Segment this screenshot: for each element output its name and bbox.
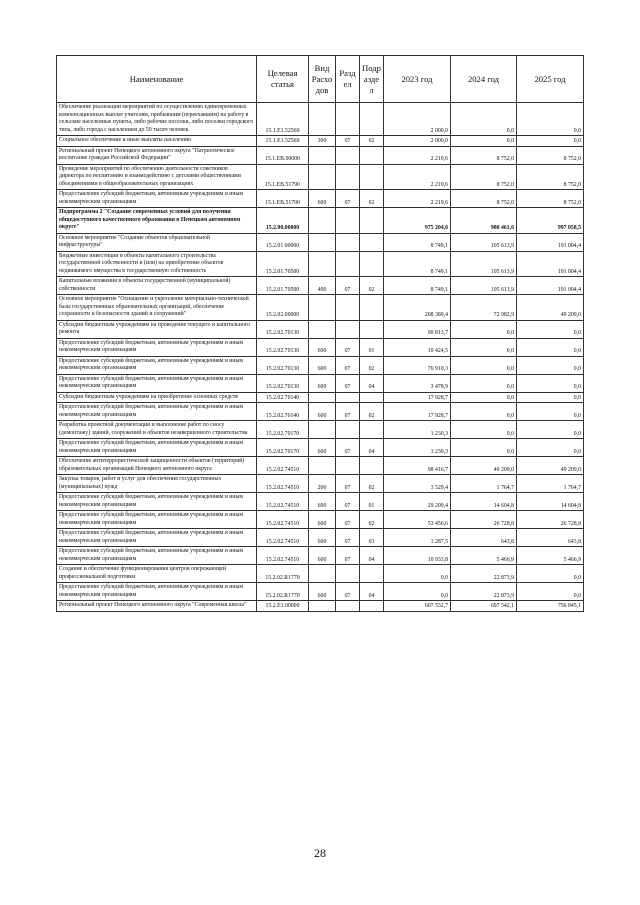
row-2024-value-cell: 105 613,9 [451, 277, 517, 295]
row-section-cell [336, 601, 360, 612]
row-subsection-cell: 02 [360, 190, 384, 208]
row-section-cell: 07 [336, 439, 360, 457]
table-row [57, 457, 584, 475]
row-target-article-cell: 15.2.02.70130 [257, 338, 309, 356]
row-2023-value-cell: 53 456,6 [384, 511, 451, 529]
row-section-cell: 07 [336, 403, 360, 421]
row-2025-value-cell: 8 752,0 [517, 146, 584, 164]
table-row [57, 392, 584, 403]
row-2025-value-cell: 26 728,8 [517, 511, 584, 529]
row-expense-type-cell: 600 [309, 190, 336, 208]
row-subsection-cell: 04 [360, 583, 384, 601]
row-2023-value-cell: 607 532,7 [384, 601, 451, 612]
row-2024-value-cell: 0,0 [451, 392, 517, 403]
row-2024-value-cell: 0,0 [451, 439, 517, 457]
row-2025-value-cell: 0,0 [517, 421, 584, 439]
table-row [57, 190, 584, 208]
row-name-cell: Обеспечение реализации мероприятий по осуществлению единовременных компенсационных выплат учителям, прибывшим (переехавшим) на работу в сельские населенные пункты, либо рабочие поселки, либо поселки городского типа, либо города с населением до 50 тысяч человек [57, 103, 257, 136]
row-expense-type-cell [309, 295, 336, 321]
row-section-cell [336, 103, 360, 136]
row-expense-type-cell: 600 [309, 583, 336, 601]
row-name-cell: Капитальные вложения в объекты государственной (муниципальной) собственности [57, 277, 257, 295]
row-2023-value-cell: 8 749,1 [384, 251, 451, 277]
row-expense-type-cell [309, 392, 336, 403]
row-2025-value-cell: 0,0 [517, 136, 584, 147]
row-2024-value-cell: 0,0 [451, 374, 517, 392]
table-row [57, 439, 584, 457]
row-section-cell: 07 [336, 529, 360, 547]
row-section-cell [336, 457, 360, 475]
table-row [57, 565, 584, 583]
row-2023-value-cell: 17 928,7 [384, 392, 451, 403]
row-subsection-cell: 02 [360, 511, 384, 529]
row-section-cell [336, 164, 360, 190]
table-row [57, 529, 584, 547]
row-expense-type-cell: 600 [309, 338, 336, 356]
row-expense-type-cell: 200 [309, 475, 336, 493]
row-target-article-cell: 15.2.02.70130 [257, 374, 309, 392]
header-name: Наименование [57, 56, 257, 103]
row-expense-type-cell [309, 164, 336, 190]
row-target-article-cell: 15.2.00.00000 [257, 208, 309, 234]
row-2023-value-cell: 1 230,3 [384, 421, 451, 439]
row-2024-value-cell: 0,0 [451, 403, 517, 421]
row-expense-type-cell [309, 457, 336, 475]
row-section-cell: 07 [336, 547, 360, 565]
row-name-cell: Субсидии бюджетным учреждениям на проведение текущего и капитального ремонта [57, 320, 257, 338]
row-2025-value-cell: 0,0 [517, 403, 584, 421]
table-row [57, 511, 584, 529]
row-name-cell: Предоставление субсидий бюджетным, автономным учреждениям и иным некоммерческим организациям [57, 493, 257, 511]
row-target-article-cell: 15.1.E1.52560 [257, 103, 309, 136]
row-2024-value-cell: 14 604,8 [451, 493, 517, 511]
row-expense-type-cell: 600 [309, 511, 336, 529]
row-2024-value-cell: 8 752,0 [451, 146, 517, 164]
row-subsection-cell [360, 103, 384, 136]
row-2023-value-cell: 2 000,0 [384, 103, 451, 136]
row-target-article-cell: 15.2.E1.00000 [257, 601, 309, 612]
row-expense-type-cell: 600 [309, 439, 336, 457]
row-expense-type-cell: 600 [309, 356, 336, 374]
row-2025-value-cell: 49 209,0 [517, 295, 584, 321]
table-body [57, 103, 584, 612]
row-2025-value-cell: 0,0 [517, 320, 584, 338]
header-expense-type: Вид Расхо дов [309, 56, 336, 103]
table-row [57, 208, 584, 234]
row-target-article-cell: 15.2.02.70130 [257, 356, 309, 374]
row-subsection-cell [360, 208, 384, 234]
row-2023-value-cell: 10 424,5 [384, 338, 451, 356]
row-2024-value-cell: 643,8 [451, 529, 517, 547]
row-2024-value-cell: 0,0 [451, 320, 517, 338]
table-row [57, 601, 584, 612]
row-2024-value-cell: 0,0 [451, 103, 517, 136]
row-target-article-cell: 15.2.02.70170 [257, 421, 309, 439]
row-name-cell: Предоставление субсидий бюджетным, автономным учреждениям и иным некоммерческим организациям [57, 439, 257, 457]
row-expense-type-cell: 600 [309, 493, 336, 511]
row-2023-value-cell: 208 389,4 [384, 295, 451, 321]
row-name-cell: Предоставление субсидий бюджетным, автономным учреждениям и иным некоммерческим организациям [57, 190, 257, 208]
row-2024-value-cell: 22 873,9 [451, 565, 517, 583]
row-2024-value-cell: 105 613,9 [451, 233, 517, 251]
row-name-cell: Субсидии бюджетным учреждениям на приобретение основных средств [57, 392, 257, 403]
row-target-article-cell: 15.2.02.74510 [257, 475, 309, 493]
row-subsection-cell [360, 457, 384, 475]
row-target-article-cell: 15.2.02.74510 [257, 547, 309, 565]
row-target-article-cell: 15.2.02.74510 [257, 457, 309, 475]
row-target-article-cell: 15.2.02.00000 [257, 295, 309, 321]
row-2025-value-cell: 643,8 [517, 529, 584, 547]
row-2024-value-cell: 0,0 [451, 356, 517, 374]
row-2023-value-cell: 2 219,6 [384, 190, 451, 208]
row-name-cell: Предоставление субсидий бюджетным, автономным учреждениям и иным некоммерческим организациям [57, 374, 257, 392]
row-2025-value-cell: 997 058,5 [517, 208, 584, 234]
row-subsection-cell: 04 [360, 547, 384, 565]
row-2023-value-cell: 2 000,0 [384, 136, 451, 147]
row-2023-value-cell: 3 529,4 [384, 475, 451, 493]
row-2024-value-cell: 22 873,9 [451, 583, 517, 601]
row-expense-type-cell [309, 103, 336, 136]
row-2023-value-cell: 98 416,7 [384, 457, 451, 475]
row-2024-value-cell: 26 728,8 [451, 511, 517, 529]
table-row [57, 356, 584, 374]
row-section-cell: 07 [336, 583, 360, 601]
row-2024-value-cell: 0,0 [451, 338, 517, 356]
row-subsection-cell [360, 392, 384, 403]
row-2025-value-cell: 8 752,0 [517, 190, 584, 208]
table-row [57, 583, 584, 601]
row-section-cell [336, 392, 360, 403]
row-2024-value-cell: 8 752,0 [451, 164, 517, 190]
row-expense-type-cell [309, 320, 336, 338]
budget-table [56, 55, 584, 612]
row-expense-type-cell [309, 565, 336, 583]
row-2024-value-cell: 697 542,1 [451, 601, 517, 612]
table-row [57, 338, 584, 356]
row-target-article-cell: 15.1.EB.51790 [257, 164, 309, 190]
row-name-cell: Проведение мероприятий по обеспечению деятельности советников директора по воспитанию и взаимодействию с детскими общественными объединениями в общеобразовательных организациях [57, 164, 257, 190]
row-subsection-cell: 03 [360, 529, 384, 547]
row-name-cell: Предоставление субсидий бюджетным, автономным учреждениям и иным некоммерческим организациям [57, 356, 257, 374]
row-2025-value-cell: 14 604,8 [517, 493, 584, 511]
header-subsection: Подр азде л [360, 56, 384, 103]
row-2024-value-cell: 0,0 [451, 421, 517, 439]
row-section-cell [336, 421, 360, 439]
header-section: Разд ел [336, 56, 360, 103]
row-section-cell: 07 [336, 493, 360, 511]
row-section-cell [336, 233, 360, 251]
row-2025-value-cell: 1 764,7 [517, 475, 584, 493]
table-row [57, 251, 584, 277]
row-2023-value-cell: 29 209,4 [384, 493, 451, 511]
row-section-cell: 07 [336, 356, 360, 374]
row-name-cell: Создание и обеспечение функционирования центров опережающей профессиональной подготовки [57, 565, 257, 583]
table-row [57, 374, 584, 392]
row-target-article-cell: 15.2.02.74510 [257, 529, 309, 547]
row-2025-value-cell: 191 004,4 [517, 277, 584, 295]
table-header-row [57, 56, 584, 103]
header-target-article: Целевая статья [257, 56, 309, 103]
row-target-article-cell: 15.2.02.70130 [257, 320, 309, 338]
row-target-article-cell: 15.2.02.74510 [257, 511, 309, 529]
row-section-cell: 07 [336, 136, 360, 147]
table-row [57, 164, 584, 190]
row-expense-type-cell: 600 [309, 403, 336, 421]
row-name-cell: Предоставление субсидий бюджетным, автономным учреждениям и иным некоммерческим организациям [57, 529, 257, 547]
row-section-cell [336, 320, 360, 338]
row-2024-value-cell: 0,0 [451, 136, 517, 147]
row-target-article-cell: 15.1.E1.52560 [257, 136, 309, 147]
row-2023-value-cell: 3 478,9 [384, 374, 451, 392]
row-subsection-cell [360, 421, 384, 439]
row-target-article-cell: 15.2.01.00000 [257, 233, 309, 251]
row-subsection-cell [360, 565, 384, 583]
row-section-cell [336, 295, 360, 321]
row-name-cell: Предоставление субсидий бюджетным, автономным учреждениям и иным некоммерческим организациям [57, 547, 257, 565]
row-subsection-cell: 02 [360, 356, 384, 374]
row-2025-value-cell: 0,0 [517, 439, 584, 457]
row-2023-value-cell: 8 749,1 [384, 277, 451, 295]
row-2024-value-cell: 1 764,7 [451, 475, 517, 493]
row-2025-value-cell: 0,0 [517, 565, 584, 583]
row-2023-value-cell: 8 749,1 [384, 233, 451, 251]
row-target-article-cell: 15.2.02.R1770 [257, 565, 309, 583]
row-2025-value-cell: 0,0 [517, 356, 584, 374]
row-section-cell: 07 [336, 338, 360, 356]
row-section-cell [336, 208, 360, 234]
row-name-cell: Основное мероприятие "Оснащение и укрепление материально-технической базы государственных образовательных организаций, обеспечение сохранности и безопасности зданий и сооружений" [57, 295, 257, 321]
row-subsection-cell [360, 164, 384, 190]
table-row [57, 547, 584, 565]
row-2023-value-cell: 1 287,5 [384, 529, 451, 547]
row-2025-value-cell: 0,0 [517, 583, 584, 601]
row-target-article-cell: 15.2.02.70140 [257, 392, 309, 403]
row-name-cell: Социальное обеспечение и иные выплаты населению [57, 136, 257, 147]
row-2025-value-cell: 0,0 [517, 374, 584, 392]
row-name-cell: Подпрограмма 2 "Создание современных условий для получения общедоступного качественного образования в Ненецком автономном округе" [57, 208, 257, 234]
table-row [57, 475, 584, 493]
row-subsection-cell [360, 320, 384, 338]
table-row [57, 421, 584, 439]
row-subsection-cell: 02 [360, 277, 384, 295]
row-2024-value-cell: 105 613,9 [451, 251, 517, 277]
page-number: 28 [314, 846, 326, 860]
row-subsection-cell: 01 [360, 338, 384, 356]
row-expense-type-cell: 300 [309, 136, 336, 147]
row-section-cell: 07 [336, 190, 360, 208]
table-row [57, 295, 584, 321]
table-row [57, 136, 584, 147]
row-2025-value-cell: 49 209,0 [517, 457, 584, 475]
row-subsection-cell: 04 [360, 374, 384, 392]
row-2023-value-cell: 0,0 [384, 565, 451, 583]
row-target-article-cell: 15.2.02.R1770 [257, 583, 309, 601]
row-2023-value-cell: 90 813,7 [384, 320, 451, 338]
row-name-cell: Обеспечение антитеррористической защищенности объектов (территорий) образовательных организаций Ненецкого автономного округа [57, 457, 257, 475]
table-row [57, 320, 584, 338]
row-2023-value-cell: 975 204,6 [384, 208, 451, 234]
row-2024-value-cell: 72 082,9 [451, 295, 517, 321]
row-subsection-cell: 04 [360, 439, 384, 457]
row-name-cell: Предоставление субсидий бюджетным, автономным учреждениям и иным некоммерческим организациям [57, 403, 257, 421]
row-section-cell [336, 565, 360, 583]
row-name-cell: Предоставление субсидий бюджетным, автономным учреждениям и иным некоммерческим организациям [57, 583, 257, 601]
row-2023-value-cell: 1 230,3 [384, 439, 451, 457]
row-expense-type-cell: 600 [309, 547, 336, 565]
row-expense-type-cell: 600 [309, 529, 336, 547]
table-row [57, 493, 584, 511]
row-subsection-cell: 02 [360, 403, 384, 421]
row-expense-type-cell: 400 [309, 277, 336, 295]
row-subsection-cell [360, 146, 384, 164]
row-subsection-cell [360, 233, 384, 251]
row-expense-type-cell [309, 421, 336, 439]
row-2024-value-cell: 8 752,0 [451, 190, 517, 208]
row-name-cell: Региональный проект Ненецкого автономного округа "Современная школа" [57, 601, 257, 612]
row-name-cell: Разработка проектной документации и выполнение работ по сносу (демонтажу) зданий, сооружений и объектов незавершенного строительства [57, 421, 257, 439]
table-row [57, 403, 584, 421]
row-target-article-cell: 15.2.02.70170 [257, 439, 309, 457]
row-2025-value-cell: 756 845,1 [517, 601, 584, 612]
row-2023-value-cell: 2 219,6 [384, 164, 451, 190]
row-name-cell: Основное мероприятие "Создание объектов образовательной инфраструктуры" [57, 233, 257, 251]
row-2024-value-cell: 5 466,9 [451, 547, 517, 565]
row-subsection-cell [360, 601, 384, 612]
header-year-2025: 2025 год [517, 56, 584, 103]
row-2025-value-cell: 0,0 [517, 338, 584, 356]
row-name-cell: Предоставление субсидий бюджетным, автономным учреждениям и иным некоммерческим организациям [57, 338, 257, 356]
row-target-article-cell: 15.1.EB.51790 [257, 190, 309, 208]
row-name-cell: Предоставление субсидий бюджетным, автономным учреждениям и иным некоммерческим организациям [57, 511, 257, 529]
row-2025-value-cell: 191 004,4 [517, 233, 584, 251]
row-subsection-cell: 02 [360, 475, 384, 493]
row-2025-value-cell: 0,0 [517, 392, 584, 403]
row-expense-type-cell [309, 251, 336, 277]
row-expense-type-cell: 600 [309, 374, 336, 392]
row-subsection-cell: 01 [360, 493, 384, 511]
row-2023-value-cell: 10 933,8 [384, 547, 451, 565]
row-2023-value-cell: 76 910,3 [384, 356, 451, 374]
table-row [57, 277, 584, 295]
row-2023-value-cell: 2 219,6 [384, 146, 451, 164]
row-subsection-cell [360, 295, 384, 321]
row-expense-type-cell [309, 146, 336, 164]
row-section-cell: 07 [336, 511, 360, 529]
row-name-cell: Бюджетные инвестиции в объекты капитального строительства государственной собственности и (или) на приобретение объектов недвижимого имущества в государственную собственность [57, 251, 257, 277]
row-section-cell: 07 [336, 277, 360, 295]
table-row [57, 146, 584, 164]
row-2024-value-cell: 49 209,0 [451, 457, 517, 475]
row-2023-value-cell: 17 928,7 [384, 403, 451, 421]
row-subsection-cell: 02 [360, 136, 384, 147]
row-target-article-cell: 15.2.02.70140 [257, 403, 309, 421]
row-2023-value-cell: 0,0 [384, 583, 451, 601]
row-2025-value-cell: 0,0 [517, 103, 584, 136]
row-target-article-cell: 15.2.02.74510 [257, 493, 309, 511]
row-name-cell: Закупка товаров, работ и услуг для обеспечения государственных (муниципальных) нужд [57, 475, 257, 493]
row-section-cell [336, 251, 360, 277]
row-target-article-cell: 15.2.01.70500 [257, 251, 309, 277]
row-2025-value-cell: 5 466,9 [517, 547, 584, 565]
table-row [57, 103, 584, 136]
row-expense-type-cell [309, 233, 336, 251]
header-year-2024: 2024 год [451, 56, 517, 103]
row-subsection-cell [360, 251, 384, 277]
budget-table-sheet [56, 55, 583, 612]
header-year-2023: 2023 год [384, 56, 451, 103]
row-2025-value-cell: 8 752,0 [517, 164, 584, 190]
row-section-cell: 07 [336, 374, 360, 392]
row-expense-type-cell [309, 208, 336, 234]
row-name-cell: Региональный проект Ненецкого автономного округа "Патриотическое воспитание граждан Российской Федерации" [57, 146, 257, 164]
row-section-cell [336, 146, 360, 164]
row-2024-value-cell: 980 461,6 [451, 208, 517, 234]
table-row [57, 233, 584, 251]
row-section-cell: 07 [336, 475, 360, 493]
row-2025-value-cell: 191 004,4 [517, 251, 584, 277]
row-target-article-cell: 15.2.01.70500 [257, 277, 309, 295]
row-target-article-cell: 15.1.EB.00000 [257, 146, 309, 164]
row-expense-type-cell [309, 601, 336, 612]
